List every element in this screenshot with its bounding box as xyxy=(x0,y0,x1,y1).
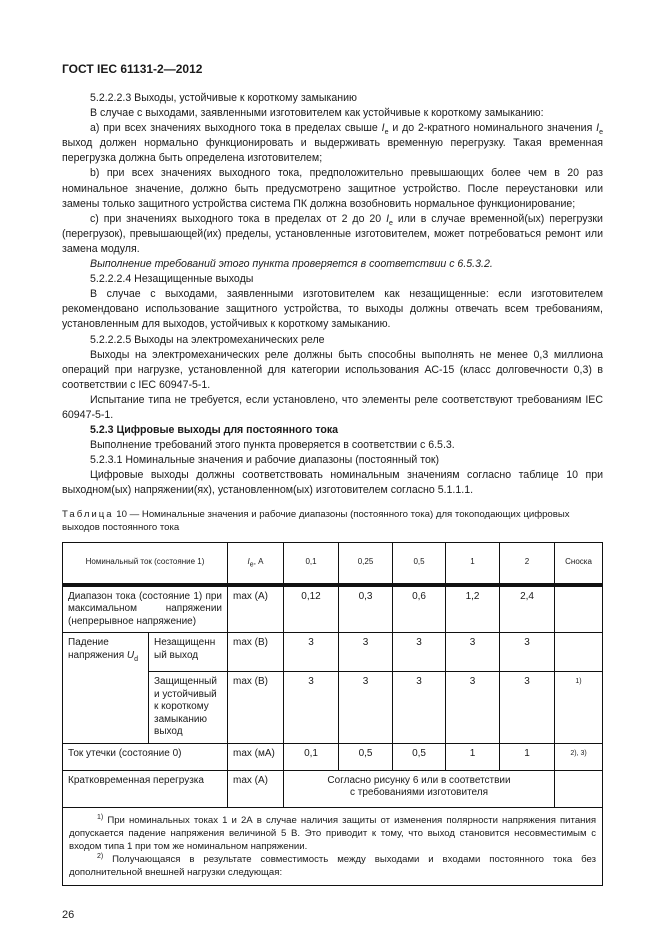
cell: 3 xyxy=(393,672,446,744)
row-unit: max (В) xyxy=(228,633,284,672)
cell: 0,1 xyxy=(284,743,339,770)
row-label: Диапазон тока (состояние 1) при максимальном напряжении (непрерывное напряжение) xyxy=(63,585,228,633)
table-row xyxy=(63,585,603,633)
section-heading: 5.2.3.1 Номинальные значения и рабочие диапазоны (постоянный ток) xyxy=(90,454,440,467)
table-footnotes xyxy=(63,807,603,885)
cell: 2,4 xyxy=(500,585,555,633)
cell: 3 xyxy=(446,633,500,672)
page-number: 26 xyxy=(62,908,75,921)
cell: 3 xyxy=(339,633,393,672)
row-label-voltage-drop: Падение напряжения $U_d$ xyxy=(63,633,149,744)
cell: 3 xyxy=(284,672,339,744)
row-label: Ток утечки (состояние 0) xyxy=(63,743,228,770)
cell: 3 xyxy=(339,672,393,744)
footnote-2: $^{2)}$ Получающаяся в результате совместимость между выходами и входами постоянного тока без дополнительной внешней нагрузки следующая: xyxy=(69,852,597,878)
paragraph: Выполнение требований этого пункта проверяется в соответствии с 6.5.3.2. xyxy=(90,258,493,271)
row-label: Кратковременная перегрузка xyxy=(63,770,228,807)
cell-merged: Согласно рисунку 6 или в соответствии с требованиями изготовителя xyxy=(284,770,555,807)
cell-note: 2), 3) xyxy=(555,743,603,770)
row-sublabel: Защищенный и устойчивый к короткому замыканию выход xyxy=(149,672,228,744)
header-note: Сноска xyxy=(555,542,603,585)
table-row xyxy=(63,743,603,770)
row-unit: max (А) xyxy=(228,585,284,633)
cell: 3 xyxy=(284,633,339,672)
cell: 3 xyxy=(393,633,446,672)
cell: 1 xyxy=(446,743,500,770)
header-value: 1 xyxy=(446,542,500,585)
header-value: 0,25 xyxy=(339,542,393,585)
paragraph: Выполнение требований этого пункта проверяется в соответствии с 6.5.3. xyxy=(90,439,455,452)
table-row xyxy=(63,770,603,807)
table-caption: Таблица 10 — Номинальные значения и рабочие диапазоны (постоянного тока) для токоподающих цифровых выходов постоянного тока xyxy=(62,508,570,533)
paragraph: с) при значениях выходного тока в пределах от 2 до 20 $I_e$ или в случае временной(ых) перегрузки (перегрузок), превышающей(их) пределы, установленные изготовителем, может потребоваться ремонт или замена модуля. xyxy=(62,212,603,255)
cell-note xyxy=(555,770,603,807)
section-heading: 5.2.2.2.4 Незащищенные выходы xyxy=(90,273,254,286)
cell-note xyxy=(555,585,603,633)
footnotes-cell xyxy=(63,807,603,885)
cell: 3 xyxy=(500,633,555,672)
table-10 xyxy=(62,542,603,886)
paragraph: Выходы на электромеханических реле должны быть способны выполнять не менее 0,3 миллиона операций при нагрузке, установленной для категории использования АС-15 (класс долговечности 0,3) в соответствии с IEC 60947-5-1. xyxy=(62,348,603,391)
paragraph: а) при всех значениях выходного тока в пределах свыше $I_e$ и до 2-кратного номинального значения $I_e$ выход должен нормально функционировать и выдерживать временную перегрузку. Такая временная перегрузка должна быть определена изготовителем; xyxy=(62,122,603,165)
paragraph: В случае с выходами, заявленными изготовителем как незащищенные: если изготовителем рекомендовано использование защитного устройства, то выходы должны отвечать всем требованиям, установленным для выходов, устойчивых к короткому замыканию. xyxy=(62,288,603,331)
header-ie: $I_e$, А xyxy=(228,542,284,585)
cell: 1,2 xyxy=(446,585,500,633)
header-value: 2 xyxy=(500,542,555,585)
cell: 0,5 xyxy=(339,743,393,770)
cell: 0,5 xyxy=(393,743,446,770)
row-sublabel: Незащищенный выход xyxy=(149,633,228,672)
cell: 3 xyxy=(500,672,555,744)
cell: 0,6 xyxy=(393,585,446,633)
table-header-row xyxy=(63,542,603,585)
cell-note xyxy=(555,633,603,672)
cell-note: 1) xyxy=(555,672,603,744)
row-unit: max (А) xyxy=(228,770,284,807)
section-heading: 5.2.2.2.3 Выходы, устойчивые к короткому замыканию xyxy=(90,92,357,104)
header-value: 0,1 xyxy=(284,542,339,585)
cell: 1 xyxy=(500,743,555,770)
header-nominal: Номинальный ток (состояние 1) xyxy=(63,542,228,585)
cell: 0,12 xyxy=(284,585,339,633)
header-value: 0,5 xyxy=(393,542,446,585)
row-unit: max (мА) xyxy=(228,743,284,770)
document-header: ГОСТ IEC 61131-2—2012 xyxy=(62,62,203,76)
paragraph: Испытание типа не требуется, если установлено, что элементы реле соответствуют требованиям IEC 60947-5-1. xyxy=(62,393,603,421)
footnote-1: $^{1)}$ При номинальных токах 1 и 2А в случае наличия защиты от изменения полярности напряжения питания допускается падение напряжения величиной 5 В. Это приводит к тому, что выход становится несовместимым с входом типа 1 при том же номинальном напряжении. xyxy=(69,813,597,852)
paragraph: Цифровые выходы должны соответствовать номинальным значениям согласно таблице 10 при выходном(ых) напряжении(ях), установленном(ых) изготовителем согласно 5.1.1.1. xyxy=(62,469,603,497)
row-unit: max (В) xyxy=(228,672,284,744)
cell: 3 xyxy=(446,672,500,744)
cell: 0,3 xyxy=(339,585,393,633)
paragraph: b) при всех значениях выходного тока, предположительно превышающих более чем в 20 раз номинальное значение, должно быть предусмотрено защитное устройство. После переустановки или замены только защитного устройства система ПК должна возобновить нормальное функционирование; xyxy=(62,167,603,210)
document-body xyxy=(62,91,603,534)
table-row xyxy=(63,633,603,672)
paragraph: В случае с выходами, заявленными изготовителем как устойчивые к короткому замыканию: xyxy=(90,107,544,120)
section-heading: 5.2.2.2.5 Выходы на электромеханических реле xyxy=(90,333,325,346)
section-heading: 5.2.3 Цифровые выходы для постоянного тока xyxy=(90,424,339,437)
